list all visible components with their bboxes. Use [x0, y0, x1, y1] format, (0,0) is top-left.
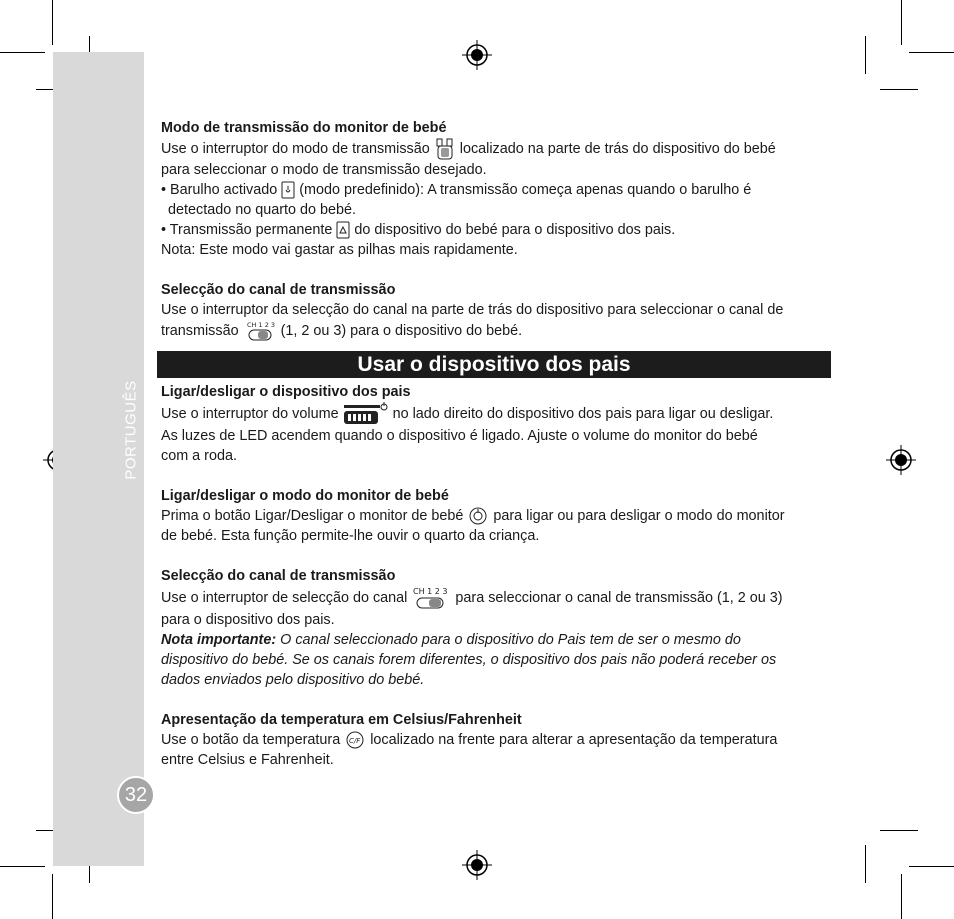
page-number: 32: [117, 776, 155, 814]
text: Use o interruptor do modo de transmissão: [161, 140, 430, 157]
text: (1, 2 ou 3) para o dispositivo do bebé.: [280, 322, 523, 339]
text: transmissão: [161, 322, 239, 339]
paragraph: para seleccionar o modo de transmissão desejado.: [161, 162, 487, 178]
paragraph: para o dispositivo dos pais.: [161, 612, 335, 629]
paragraph: As luzes de LED acendem quando o dispositivo é ligado. Ajuste o volume do monitor do bebé: [161, 428, 758, 444]
section-parent-unit: [161, 382, 841, 770]
text: O canal seleccionado para o dispositivo do Pais tem de ser o mesmo do: [280, 632, 741, 649]
registration-mark-icon: [462, 850, 492, 880]
crop-mark: [880, 830, 918, 831]
language-label: PORTUGUÊS: [122, 380, 140, 480]
text: para seleccionar o canal de transmissão (1, 2 ou 3): [455, 590, 783, 606]
crop-mark: [909, 52, 954, 53]
section-banner: Usar o dispositivo dos pais: [157, 351, 831, 378]
paragraph: com a roda.: [161, 448, 237, 464]
crop-mark: [865, 845, 866, 883]
heading-monitor-mode: Ligar/desligar o modo do monitor de bebé: [161, 488, 449, 504]
crop-mark: [52, 874, 53, 919]
heading-temperature: Apresentação da temperatura em Celsius/Fahrenheit: [161, 712, 522, 729]
registration-mark-icon: [462, 40, 492, 70]
paragraph: [161, 506, 841, 526]
bullet: [161, 180, 841, 200]
important-note: dados enviados pelo dispositivo do bebé.: [161, 672, 425, 689]
temperature-button-icon: [344, 730, 366, 750]
paragraph: [161, 320, 841, 342]
paragraph: [161, 402, 841, 426]
mode-switch-icon: [434, 138, 456, 160]
text: Use o botão da temperatura: [161, 732, 341, 749]
paragraph: Use o interruptor da selecção do canal na parte de trás do dispositivo para seleccionar o canal de: [161, 302, 784, 318]
text: do dispositivo do bebé para o dispositivo dos pais.: [354, 222, 676, 238]
heading-channel: Selecção do canal de transmissão: [161, 568, 396, 585]
crop-mark: [909, 866, 954, 867]
text: (modo predefinido): A transmissão começa apenas quando o barulho é: [299, 182, 752, 198]
channel-switch-icon: [243, 320, 277, 342]
paragraph: [161, 138, 841, 160]
heading-power: Ligar/desligar o dispositivo dos pais: [161, 384, 411, 400]
channel-switch-icon: [411, 586, 451, 610]
text: no lado direito do dispositivo dos pais para ligar ou desligar.: [392, 405, 774, 422]
text: para ligar ou para desligar o modo do monitor: [493, 508, 785, 524]
crop-mark: [865, 36, 866, 74]
paragraph: de bebé. Esta função permite-lhe ouvir o quarto da criança.: [161, 528, 540, 545]
permanent-icon: [336, 221, 350, 239]
noise-icon: [281, 181, 295, 199]
crop-mark: [901, 874, 902, 919]
important-note: [161, 630, 841, 650]
section-baby-unit: [161, 118, 841, 342]
paragraph: entre Celsius e Fahrenheit.: [161, 752, 334, 769]
text: • Transmissão permanente: [161, 222, 333, 238]
crop-mark: [880, 89, 918, 90]
important-note: dispositivo do bebé. Se os canais forem diferentes, o dispositivo dos pais não poderá receber os: [161, 652, 777, 669]
text: Prima o botão Ligar/Desligar o monitor de bebé: [161, 508, 464, 524]
heading-channel: Selecção do canal de transmissão: [161, 282, 396, 298]
text: localizado na frente para alterar a apresentação da temperatura: [370, 732, 778, 749]
bullet: [161, 220, 841, 240]
note: Nota: Este modo vai gastar as pilhas mais rapidamente.: [161, 242, 518, 258]
paragraph: [161, 586, 841, 610]
text: Use o interruptor de selecção do canal: [161, 590, 408, 606]
registration-mark-icon: [886, 445, 916, 475]
paragraph: [161, 730, 841, 750]
bullet-continuation: detectado no quarto do bebé.: [168, 202, 357, 218]
text: Use o interruptor do volume: [161, 405, 339, 422]
crop-mark: [0, 866, 45, 867]
svg-text:C/F: C/F: [349, 737, 361, 746]
text: • Barulho activado: [161, 182, 278, 198]
heading-transmission-mode: Modo de transmissão do monitor de bebé: [161, 120, 447, 136]
crop-mark: [52, 0, 53, 45]
crop-mark: [901, 0, 902, 45]
text: localizado na parte de trás do dispositivo do bebé: [459, 140, 776, 157]
crop-mark: [0, 52, 45, 53]
volume-switch-icon: [343, 402, 389, 426]
note-label: Nota importante:: [161, 632, 277, 649]
svg-text:CH 1 2 3: CH 1 2 3: [246, 321, 275, 329]
monitor-button-icon: [467, 506, 489, 526]
svg-text:CH 1 2 3: CH 1 2 3: [413, 587, 448, 597]
